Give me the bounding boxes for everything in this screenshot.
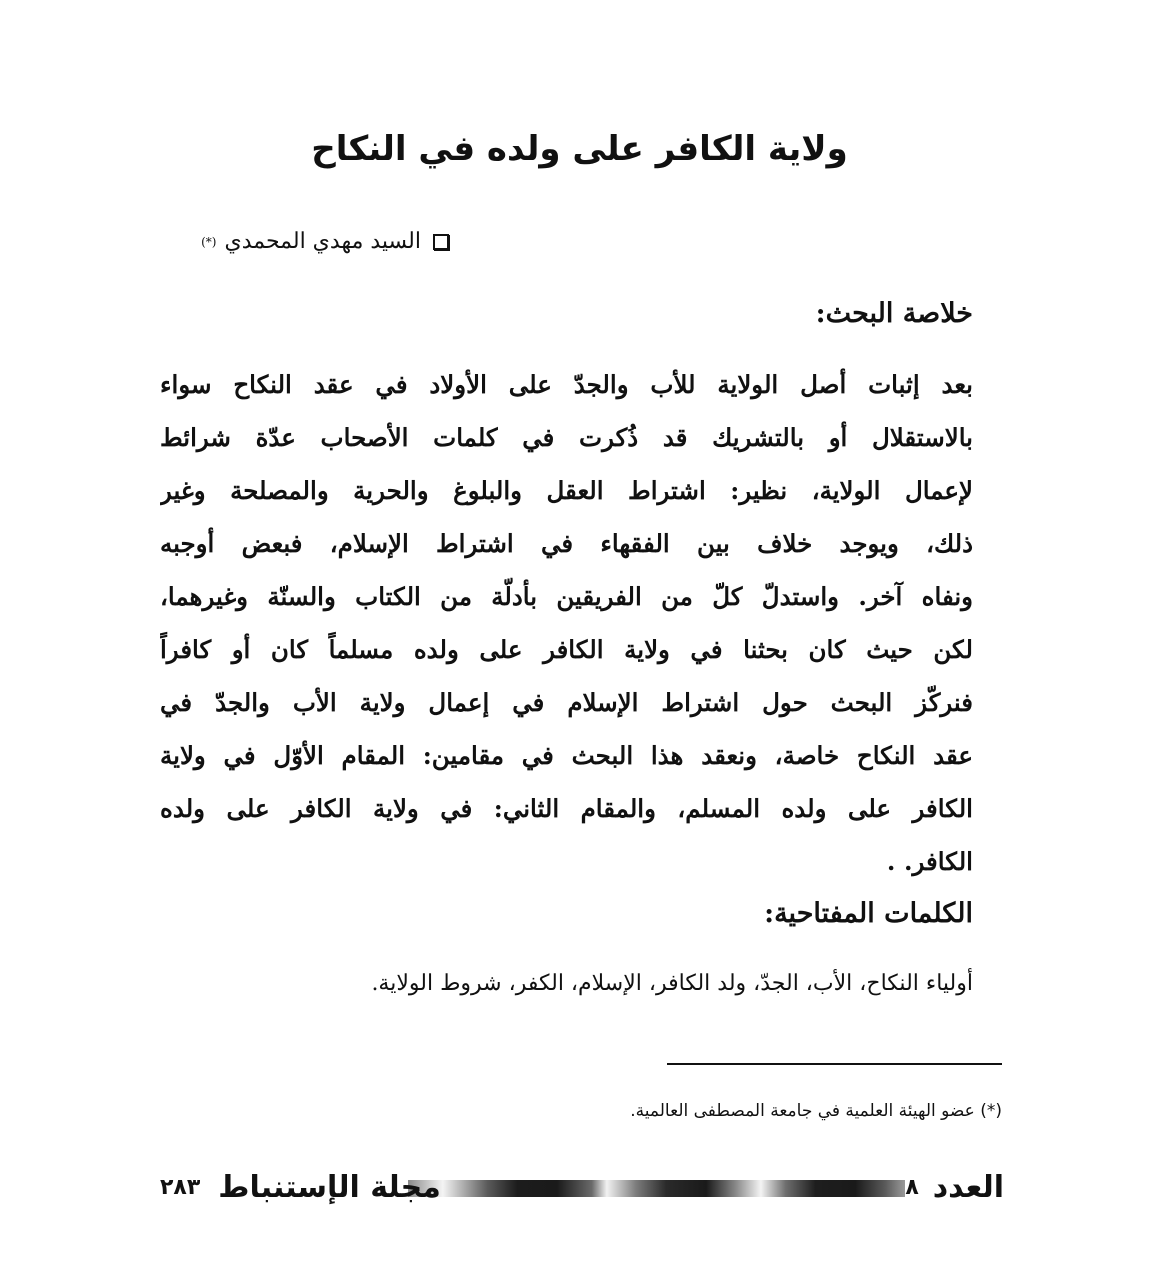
author-name: السيد مهدي المحمدي	[224, 229, 421, 254]
abstract-line: الكافر على ولده المسلم، والمقام الثاني: في ولاية الكافر على ولده	[160, 794, 973, 823]
keywords-heading: الكلمات المفتاحية:	[764, 898, 973, 929]
article-title: ولاية الكافر على ولده في النكاح	[311, 129, 848, 169]
journal-name: مجلة الإستنباط	[218, 1170, 441, 1205]
abstract-heading: خلاصة البحث:	[815, 298, 973, 329]
footer-gradient-bar	[408, 1180, 905, 1197]
abstract-body	[160, 358, 973, 888]
footnote-text: (*) عضو الهيئة العلمية في جامعة المصطفى العالمية.	[630, 1101, 1002, 1121]
abstract-line: فنركّز البحث حول اشتراط الإسلام في إعمال ولاية الأب والجدّ في	[160, 688, 973, 717]
footer-journal	[160, 1166, 441, 1210]
abstract-line: بالاستقلال أو بالتشريك قد ذُكرت في كلمات الأصحاب عدّة شرائط	[160, 423, 973, 452]
author-footnote-marker: (*)	[201, 235, 217, 249]
abstract-line: لكن حيث كان بحثنا في ولاية الكافر على ولده مسلماً كان أو كافراً	[160, 635, 973, 664]
abstract-line: بعد إثبات أصل الولاية للأب والجدّ على الأولاد في عقد النكاح سواء	[160, 370, 973, 399]
issue-label: العدد	[932, 1170, 1004, 1205]
abstract-line: عقد النكاح خاصة، ونعقد هذا البحث في مقامين: المقام الأوّل في ولاية	[160, 741, 973, 770]
square-bullet-icon	[433, 234, 449, 250]
abstract-line: ذلك، ويوجد خلاف بين الفقهاء في اشتراط الإسلام، فبعض أوجبه	[160, 529, 973, 558]
footnote-divider	[667, 1063, 1002, 1065]
abstract-line: الكافر. .	[886, 847, 973, 876]
issue-number: ٨	[905, 1175, 919, 1200]
abstract-line: لإعمال الولاية، نظير: اشتراط العقل والبلوغ والحرية والمصلحة وغير	[160, 476, 973, 505]
abstract-line: ونفاه آخر. واستدلّ كلّ من الفريقين بأدلّة من الكتاب والسنّة وغيرهما،	[160, 582, 973, 611]
keywords-text: أولياء النكاح، الأب، الجدّ، ولد الكافر، الإسلام، الكفر، شروط الولاية.	[371, 971, 973, 996]
page-number: ٢٨٣	[160, 1175, 201, 1200]
footer-issue	[905, 1168, 1004, 1208]
author-line	[201, 222, 449, 262]
